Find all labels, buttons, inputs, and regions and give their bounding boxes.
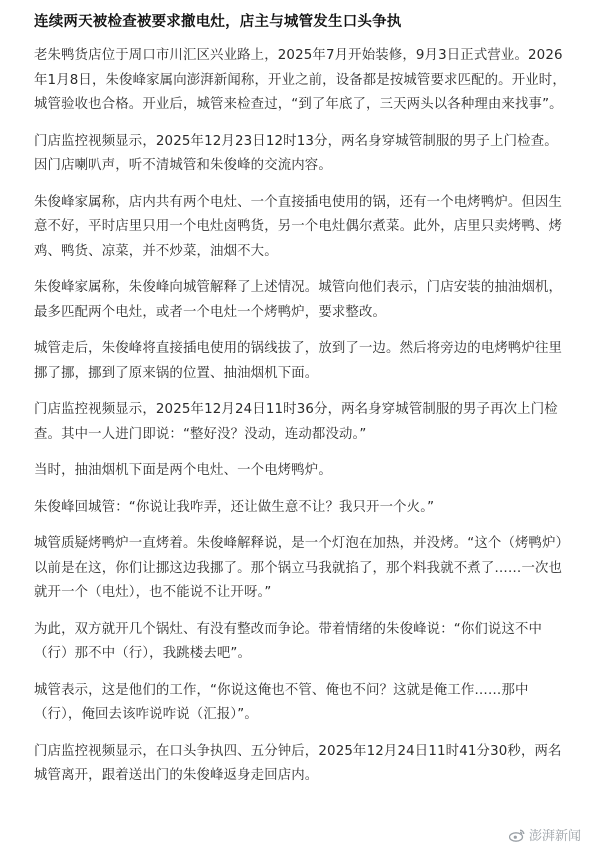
paragraph-7: 当时，抽油烟机下面是两个电灶、一个电烤鸭炉。 bbox=[34, 463, 332, 478]
weibo-icon bbox=[509, 828, 525, 842]
paragraph-12: 门店监控视频显示，在口头争执四、五分钟后，2025年12月24日11时41分30秒，两名城管离开，跟着送出门的朱俊峰返身走回店内。 bbox=[34, 743, 562, 783]
paragraph-9: 城管质疑烤鸭炉一直烤着。朱俊峰解释说，是一个灯泡在加热，并没烤。“这个（烤鸭炉）以前是在这，你们让挪这边我挪了。那个锅立马我就掐了，那个料我就不煮了……一次也就开一个（电灶），也不能说不让开呀。” bbox=[34, 536, 563, 600]
paragraph-5: 城管走后，朱俊峰将直接插电使用的锅线拔了，放到了一边。然后将旁边的电烤鸭炉往里挪了挪，挪到了原来锅的位置、抽油烟机下面。 bbox=[34, 341, 563, 381]
watermark bbox=[509, 825, 581, 844]
paragraph-6: 门店监控视频显示，2025年12月24日11时36分，两名身穿城管制服的男子再次上门检查。其中一人进门即说：“整好没？没动，连动都没动。” bbox=[34, 402, 558, 442]
paragraph-10: 为此，双方就开几个锅灶、有没有整改而争论。带着情绪的朱俊峰说：“你们说这不中（行）那不中（行），我跳楼去吧”。 bbox=[34, 621, 543, 661]
paragraph-11: 城管表示，这是他们的工作，“你说这俺也不管、俺也不问？这就是俺工作……那中（行），俺回去该咋说咋说（汇报）”。 bbox=[34, 682, 529, 722]
paragraph-1: 老朱鸭货店位于周口市川汇区兴业路上，2025年7月开始装修，9月3日正式营业。2026年1月8日，朱俊峰家属向澎湃新闻称，开业之前，设备都是按城管要求匹配的。开业时，城管验收也合格。开业后，城管来检查过，“到了年底了，三天两头以各种理由来找事”。 bbox=[34, 48, 566, 112]
watermark-text: 澎湃新闻 bbox=[528, 829, 581, 844]
paragraph-4: 朱俊峰家属称，朱俊峰向城管解释了上述情况。城管向他们表示，门店安装的抽油烟机，最多匹配两个电灶，或者一个电灶一个烤鸭炉，要求整改。 bbox=[34, 280, 563, 320]
paragraph-3: 朱俊峰家属称，店内共有两个电灶、一个直接插电使用的锅，还有一个电烤鸭炉。但因生意不好，平时店里只用一个电灶卤鸭货，另一个电灶偶尔煮菜。此外，店里只卖烤鸭、烤鸡、鸭货、凉菜，并不炒菜，油烟不大。 bbox=[34, 194, 563, 259]
paragraph-2: 门店监控视频显示，2025年12月23日12时13分，两名身穿城管制服的男子上门检查。因门店喇叭声，听不清城管和朱俊峰的交流内容。 bbox=[34, 133, 558, 173]
article-title: 连续两天被检查被要求撤电灶，店主与城管发生口头争执 bbox=[34, 14, 402, 30]
paragraph-8: 朱俊峰回城管：“你说让我咋弄，还让做生意不让？我只开一个火。” bbox=[34, 499, 435, 515]
